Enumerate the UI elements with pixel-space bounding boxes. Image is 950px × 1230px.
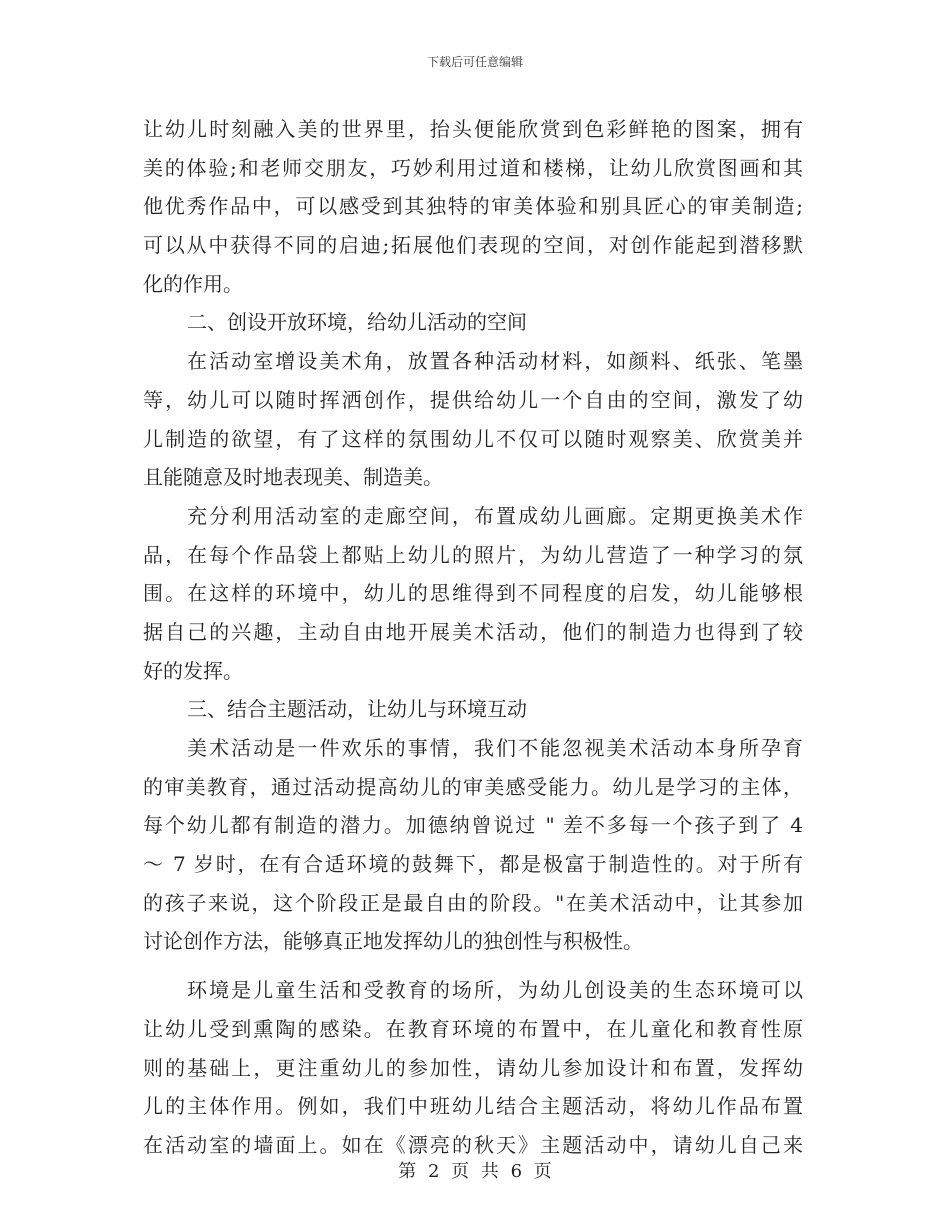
text-line: 可以从中获得不同的启迪;拓展他们表现的空间，对创作能起到潜移默	[143, 233, 803, 258]
text-line: 儿的主体作用。例如，我们中班幼儿结合主题活动，将幼儿作品布置	[143, 1094, 803, 1119]
page-header: 下载后可任意编辑	[426, 55, 523, 69]
text-line: 美的体验;和老师交朋友，巧妙利用过道和楼梯，让幼儿欣赏图画和其	[143, 155, 803, 180]
text-line: 他优秀作品中，可以感受到其独特的审美体验和别具匠心的审美制造;	[143, 194, 803, 219]
paragraph	[143, 971, 803, 1164]
text-line: 每个幼儿都有制造的潜力。加德纳曾说过 " 差不多每一个孩子到了 4	[143, 813, 803, 838]
text-line: 儿制造的欲望，有了这样的氛围幼儿不仅可以随时观察美、欣赏美并	[143, 426, 803, 451]
paragraph	[143, 729, 803, 961]
paragraph	[143, 497, 803, 690]
text-line: 充分利用活动室的走廊空间，布置成幼儿画廊。定期更换美术作	[187, 503, 803, 528]
text-line: 在活动室的墙面上。如在《漂亮的秋天》主题活动中，请幼儿自己来	[143, 1132, 803, 1157]
text-line: 据自己的兴趣，主动自由地开展美术活动，他们的制造力也得到了较	[143, 619, 803, 644]
text-line: 讨论创作方法，能够真正地发挥幼儿的独创性与积极性。	[143, 929, 643, 954]
text-line: 等，幼儿可以随时挥洒创作，提供给幼儿一个自由的空间，激发了幼	[143, 387, 803, 412]
text-line: 的孩子来说，这个阶段正是最自由的阶段。"在美术活动中，让其参加	[143, 890, 803, 915]
paragraph	[143, 342, 803, 497]
text-line: 围。在这样的环境中，幼儿的思维得到不同程度的启发，幼儿能够根	[143, 581, 803, 606]
document-body	[143, 110, 803, 1165]
text-line: 让幼儿时刻融入美的世界里，抬头便能欣赏到色彩鲜艳的图案，拥有	[143, 117, 803, 141]
text-line: 则的基础上，更注重幼儿的参加性，请幼儿参加设计和布置，发挥幼	[143, 1055, 803, 1080]
paragraph-gap	[143, 961, 803, 971]
text-line: 在活动室增设美术角，放置各种活动材料，如颜料、纸张、笔墨	[187, 349, 803, 374]
paragraph	[143, 110, 803, 303]
section-heading	[143, 690, 803, 729]
heading-text: 三、结合主题活动，让幼儿与环境互动	[187, 697, 527, 722]
text-line: 且能随意及时地表现美、制造美。	[143, 465, 443, 490]
page-footer: 第 2 页 共 6 页	[398, 1161, 552, 1182]
text-line: 环境是儿童生活和受教育的场所，为幼儿创设美的生态环境可以	[187, 978, 803, 1003]
text-line: 化的作用。	[143, 271, 243, 296]
heading-text: 二、创设开放环境，给幼儿活动的空间	[187, 310, 527, 335]
text-line: 品，在每个作品袋上都贴上幼儿的照片，为幼儿营造了一种学习的氛	[143, 542, 803, 567]
text-line: 的审美教育，通过活动提高幼儿的审美感受能力。幼儿是学习的主体，	[143, 774, 803, 799]
text-line: 让幼儿受到熏陶的感染。在教育环境的布置中，在儿童化和教育性原	[143, 1016, 803, 1041]
text-line: 好的发挥。	[143, 658, 243, 683]
text-line: ～ 7 岁时，在有合适环境的鼓舞下，都是极富于制造性的。对于所有	[143, 852, 803, 877]
section-heading	[143, 303, 803, 342]
text-line: 美术活动是一件欢乐的事情，我们不能忽视美术活动本身所孕育	[187, 736, 803, 760]
